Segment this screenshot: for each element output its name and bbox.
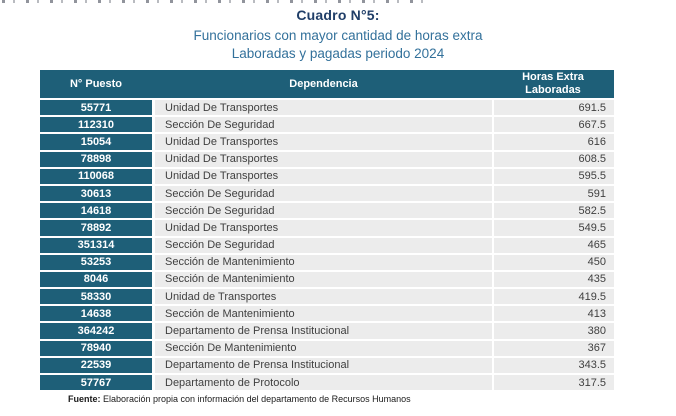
horas-extra-cell: 465 (492, 238, 614, 253)
horas-extra-cell: 582.5 (492, 203, 614, 218)
source-text: Elaboración propia con información del departamento de Recursos Humanos (100, 394, 411, 404)
puesto-cell: 22539 (40, 358, 152, 373)
table-row (40, 134, 614, 149)
dependencia-cell: Sección De Seguridad (155, 186, 492, 201)
table-row (40, 306, 614, 321)
table-row (40, 220, 614, 235)
puesto-cell: 14638 (40, 306, 152, 321)
horas-extra-cell: 616 (492, 134, 614, 149)
horas-extra-cell: 419.5 (492, 289, 614, 304)
title-block (0, 7, 676, 62)
puesto-cell: 53253 (40, 255, 152, 270)
source-label: Fuente: (68, 394, 101, 404)
dependencia-cell: Unidad de Transportes (155, 289, 492, 304)
data-table (40, 70, 614, 392)
puesto-cell: 364242 (40, 323, 152, 338)
dependencia-cell: Sección De Mantenimiento (155, 341, 492, 356)
dependencia-cell: Departamento de Prensa Institucional (155, 323, 492, 338)
table-row (40, 255, 614, 270)
dependencia-cell: Sección de Mantenimiento (155, 306, 492, 321)
horas-extra-cell: 667.5 (492, 117, 614, 132)
clipped-text-top (2, 0, 430, 3)
horas-extra-cell: 367 (492, 341, 614, 356)
puesto-cell: 30613 (40, 186, 152, 201)
dependencia-cell: Unidad De Transportes (155, 169, 492, 184)
dependencia-cell: Sección De Seguridad (155, 238, 492, 253)
horas-extra-cell: 691.5 (492, 100, 614, 115)
puesto-cell: 78940 (40, 341, 152, 356)
dependencia-cell: Sección De Seguridad (155, 203, 492, 218)
puesto-cell: 55771 (40, 100, 152, 115)
table-row (40, 152, 614, 167)
subtitle-line-1: Funcionarios con mayor cantidad de horas extra (193, 28, 483, 43)
table-row (40, 375, 614, 390)
header-horas-line-2: Laboradas (525, 84, 581, 96)
table-row (40, 358, 614, 373)
table-body (40, 100, 614, 390)
puesto-cell: 14618 (40, 203, 152, 218)
horas-extra-cell: 317.5 (492, 375, 614, 390)
horas-extra-cell: 343.5 (492, 358, 614, 373)
subtitle-line-2: Laboradas y pagadas periodo 2024 (231, 45, 445, 61)
puesto-cell: 110068 (40, 169, 152, 184)
table-subtitle (0, 27, 676, 62)
header-puesto: N° Puesto (69, 78, 123, 90)
puesto-cell: 8046 (40, 272, 152, 287)
dependencia-cell: Unidad De Transportes (155, 220, 492, 235)
dependencia-cell: Unidad De Transportes (155, 152, 492, 167)
puesto-cell: 58330 (40, 289, 152, 304)
table-row (40, 100, 614, 115)
table-row (40, 341, 614, 356)
table-row (40, 289, 614, 304)
dependencia-cell: Unidad De Transportes (155, 100, 492, 115)
table-row (40, 117, 614, 132)
horas-extra-cell: 591 (492, 186, 614, 201)
puesto-cell: 78898 (40, 152, 152, 167)
puesto-cell: 112310 (40, 117, 152, 132)
table-header-row (40, 70, 614, 98)
dependencia-cell: Departamento de Prensa Institucional (155, 358, 492, 373)
horas-extra-cell: 450 (492, 255, 614, 270)
table-row (40, 186, 614, 201)
table-row (40, 169, 614, 184)
horas-extra-cell: 435 (492, 272, 614, 287)
dependencia-cell: Unidad De Transportes (155, 134, 492, 149)
horas-extra-cell: 595.5 (492, 169, 614, 184)
table-row (40, 238, 614, 253)
source-note (68, 394, 411, 404)
puesto-cell: 78892 (40, 220, 152, 235)
header-horas-line-1: Horas Extra (522, 70, 584, 83)
horas-extra-cell: 608.5 (492, 152, 614, 167)
horas-extra-cell: 413 (492, 306, 614, 321)
dependencia-cell: Sección de Mantenimiento (155, 255, 492, 270)
table-row (40, 272, 614, 287)
dependencia-cell: Departamento de Protocolo (155, 375, 492, 390)
puesto-cell: 57767 (40, 375, 152, 390)
dependencia-cell: Sección de Mantenimiento (155, 272, 492, 287)
dependencia-cell: Sección De Seguridad (155, 117, 492, 132)
table-row (40, 323, 614, 338)
puesto-cell: 351314 (40, 238, 152, 253)
header-horas-extra (492, 70, 614, 98)
header-dependencia: Dependencia (289, 78, 358, 90)
table-row (40, 203, 614, 218)
puesto-cell: 15054 (40, 134, 152, 149)
table-caption: Cuadro N°5: (296, 7, 380, 23)
horas-extra-cell: 549.5 (492, 220, 614, 235)
horas-extra-cell: 380 (492, 323, 614, 338)
